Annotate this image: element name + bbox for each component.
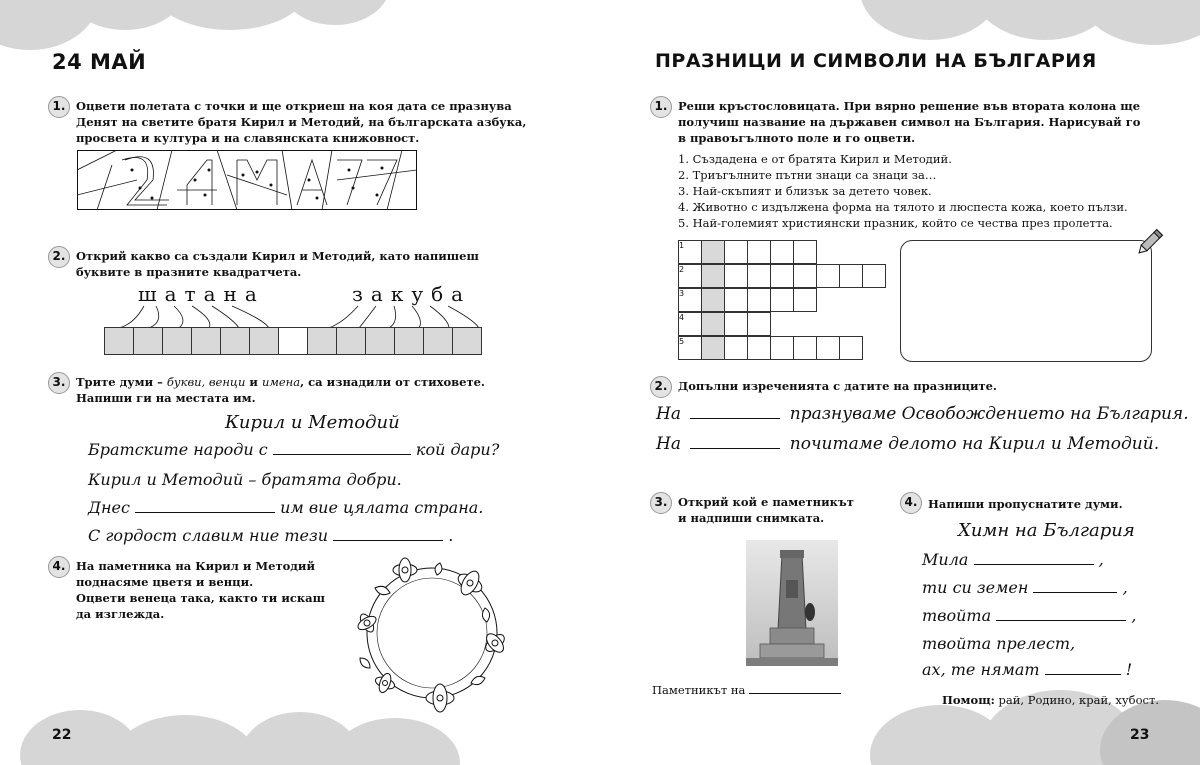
row-label: 2	[679, 265, 685, 274]
crossword-cell[interactable]	[678, 312, 702, 336]
poem-line	[922, 660, 1132, 679]
task-instruction: Напиши пропуснатите думи.	[928, 497, 1123, 511]
crossword-cell[interactable]	[747, 336, 771, 360]
poem-text: !	[1125, 660, 1133, 679]
poem-line	[922, 578, 1128, 597]
poem-text: ,	[1098, 550, 1104, 569]
answer-box[interactable]	[133, 327, 163, 355]
answer-box[interactable]	[336, 327, 366, 355]
cloud-decoration	[330, 718, 460, 765]
crossword-cell[interactable]	[770, 336, 794, 360]
task-number: 4.	[900, 492, 922, 514]
fill-blank[interactable]	[1033, 579, 1117, 593]
instruction-line: и надпиши снимката.	[678, 511, 825, 525]
poem-title: Кирил и Методий	[225, 412, 400, 433]
task-instruction: Реши кръстословицата. При вярно решение във втората колона ще получиш название на държавен символ на България. Нарисувай го в правоъгълното поле и го оцвети.	[678, 99, 1141, 145]
poem-line	[922, 550, 1104, 569]
poem-text: С гордост славим ние тези	[88, 526, 329, 545]
task-number: 1.	[650, 96, 672, 118]
instruction-word: имена	[261, 375, 301, 389]
task-number: 4.	[48, 556, 70, 578]
crossword-cell[interactable]	[793, 288, 817, 312]
instruction-prefix: Трите думи –	[76, 375, 163, 389]
answer-box[interactable]	[220, 327, 250, 355]
sentence-text: почитаме делото на Кирил и Методий.	[789, 434, 1160, 454]
row-label: 1	[679, 241, 685, 250]
poem-text: Братските народи с	[88, 440, 268, 459]
poem-line	[88, 440, 499, 459]
poem-text: ти си земен	[922, 578, 1029, 597]
answer-box[interactable]	[394, 327, 424, 355]
answer-box-space	[278, 327, 308, 355]
fill-blank[interactable]	[996, 607, 1126, 621]
poem-title: Химн на България	[958, 520, 1135, 541]
crossword-cell[interactable]	[724, 240, 748, 264]
task-instruction: Оцвети полетата с точки и ще откриеш на коя дата се празнува Денят на светите братя Кирил и Методий, на българската азбука, просвета и култура и на славянската книжовност.	[76, 99, 527, 145]
crossword-cell[interactable]	[678, 288, 702, 312]
crossword-cell[interactable]	[724, 288, 748, 312]
fill-blank[interactable]	[1045, 661, 1121, 675]
crossword-cell-key[interactable]	[701, 288, 725, 312]
crossword-cell[interactable]	[816, 264, 840, 288]
crossword-cell[interactable]	[862, 264, 886, 288]
crossword-cell-key[interactable]	[701, 336, 725, 360]
poem-line	[88, 498, 483, 517]
cloud-decoration	[280, 0, 390, 25]
task-number: 3.	[48, 372, 70, 394]
answer-boxes[interactable]	[105, 327, 482, 355]
clue-item: 4. Животно с издължена форма на тялото и люспеста кожа, което пълзи.	[678, 200, 1128, 214]
help-label: Помощ:	[942, 693, 995, 707]
crossword-cell[interactable]	[724, 336, 748, 360]
date-blank[interactable]	[690, 435, 780, 449]
crossword-clues	[678, 151, 1148, 231]
instruction-word: букви, венци	[166, 375, 246, 389]
instruction-line: да изглежда.	[76, 607, 165, 621]
right-page	[600, 0, 1200, 765]
task-number: 3.	[650, 492, 672, 514]
task-number: 1.	[48, 96, 70, 118]
task-number: 2.	[48, 246, 70, 268]
crossword-cell[interactable]	[747, 288, 771, 312]
row-label: 5	[679, 337, 685, 346]
cloud-decoration	[110, 715, 260, 765]
scrambled-word: шатана	[138, 282, 265, 306]
help-words	[942, 692, 1159, 708]
crossword-cell[interactable]	[678, 336, 702, 360]
answer-box[interactable]	[104, 327, 134, 355]
answer-box[interactable]	[162, 327, 192, 355]
crossword-cell[interactable]	[747, 264, 771, 288]
instruction-line: поднасяме цветя и венци.	[76, 575, 254, 589]
clue-item: 3. Най-скъпият и близък за детето човек.	[678, 184, 932, 198]
task-instruction	[76, 558, 336, 622]
page-number: 22	[52, 727, 72, 743]
crossword-cell[interactable]	[724, 312, 748, 336]
fill-blank[interactable]	[135, 499, 275, 513]
crossword-cell[interactable]	[678, 240, 702, 264]
drawing-area[interactable]	[900, 240, 1152, 362]
poem-line	[88, 526, 453, 545]
poem-text: им вие цялата страна.	[280, 498, 484, 517]
crossword-cell[interactable]	[770, 288, 794, 312]
cloud-decoration	[1080, 0, 1200, 45]
crossword-cell[interactable]	[770, 264, 794, 288]
task-number: 2.	[650, 376, 672, 398]
monument-photo	[746, 540, 838, 666]
answer-box[interactable]	[452, 327, 482, 355]
crossword-cell-key[interactable]	[701, 264, 725, 288]
page-number: 23	[1130, 727, 1150, 743]
sentence-text: На	[656, 404, 681, 424]
crossword-cell[interactable]	[839, 336, 863, 360]
answer-box[interactable]	[307, 327, 337, 355]
fill-blank[interactable]	[974, 551, 1094, 565]
instruction-suffix: , са изнадили от стиховете.	[300, 375, 485, 389]
answer-box[interactable]	[249, 327, 279, 355]
task-instruction	[76, 374, 516, 406]
crossword-cell[interactable]	[793, 240, 817, 264]
photo-caption	[652, 682, 841, 698]
clue-item: 1. Създадена е от братята Кирил и Методий.	[678, 152, 952, 166]
fill-blank[interactable]	[273, 441, 411, 455]
crossword-cell[interactable]	[793, 336, 817, 360]
sentence-text: празнуваме Освобождението на България.	[789, 404, 1189, 424]
answer-box[interactable]	[423, 327, 453, 355]
instruction-line: Открий кой е паметникът	[678, 495, 854, 509]
row-label: 3	[679, 289, 685, 298]
instruction-word: и	[249, 375, 258, 389]
crossword-cell-key[interactable]	[701, 312, 725, 336]
poem-text: ,	[1131, 606, 1137, 625]
clue-item: 2. Триъгълните пътни знаци са знаци за…	[678, 168, 937, 182]
caption-blank[interactable]	[749, 682, 841, 694]
instruction-line: Напиши ги на местата им.	[76, 391, 256, 405]
task-instruction: Открий какво са създали Кирил и Методий, като напишеш буквите в празните квадратчета.	[76, 249, 479, 279]
help-list: рай, Родино, край, хубост.	[998, 693, 1159, 707]
page-title: ПРАЗНИЦИ И СИМВОЛИ НА БЪЛГАРИЯ	[655, 50, 1097, 72]
caption-text: Паметникът на	[652, 683, 746, 697]
poem-text: ах, те нямат	[922, 660, 1040, 679]
crossword-cell[interactable]	[770, 240, 794, 264]
poem-line: Кирил и Методий – братята добри.	[88, 470, 402, 489]
poem-text: Мила	[922, 550, 969, 569]
instruction-line: Оцвети венеца така, както ти искаш	[76, 591, 325, 605]
crossword-cell[interactable]	[816, 336, 840, 360]
sentence-line	[656, 434, 1159, 454]
poem-line: твойта прелест,	[922, 634, 1076, 653]
mosaic-puzzle[interactable]	[77, 150, 417, 210]
fill-blank[interactable]	[333, 527, 443, 541]
sentence-line	[656, 404, 1189, 424]
instruction-line: На паметника на Кирил и Методий	[76, 559, 315, 573]
crossword-cell[interactable]	[747, 312, 771, 336]
page-title: 24 МАЙ	[52, 50, 147, 74]
scrambled-word: закуба	[352, 282, 472, 306]
flower-wreath-illustration[interactable]	[345, 548, 520, 718]
answer-box[interactable]	[365, 327, 395, 355]
crossword-cell[interactable]	[724, 264, 748, 288]
poem-text: ,	[1122, 578, 1128, 597]
monument-illustration	[746, 540, 838, 666]
crossword-cell[interactable]	[747, 240, 771, 264]
crossword-cell[interactable]	[793, 264, 817, 288]
answer-box[interactable]	[191, 327, 221, 355]
crossword-cell[interactable]	[678, 264, 702, 288]
poem-text: Днес	[88, 498, 130, 517]
poem-line	[922, 606, 1136, 625]
sentence-text: На	[656, 434, 681, 454]
poem-text: кой дари?	[415, 440, 500, 459]
clue-item: 5. Най-големият християнски празник, който се чества през пролетта.	[678, 216, 1113, 230]
crossword-cell-key[interactable]	[701, 240, 725, 264]
task-instruction	[678, 494, 858, 526]
poem-text: .	[448, 526, 454, 545]
crossword-cell[interactable]	[839, 264, 863, 288]
row-label: 4	[679, 313, 685, 322]
task-instruction: Допълни изреченията с датите на празниците.	[678, 379, 997, 393]
date-blank[interactable]	[690, 405, 780, 419]
pencil-icon	[1132, 226, 1166, 260]
poem-text: твойта	[922, 606, 992, 625]
